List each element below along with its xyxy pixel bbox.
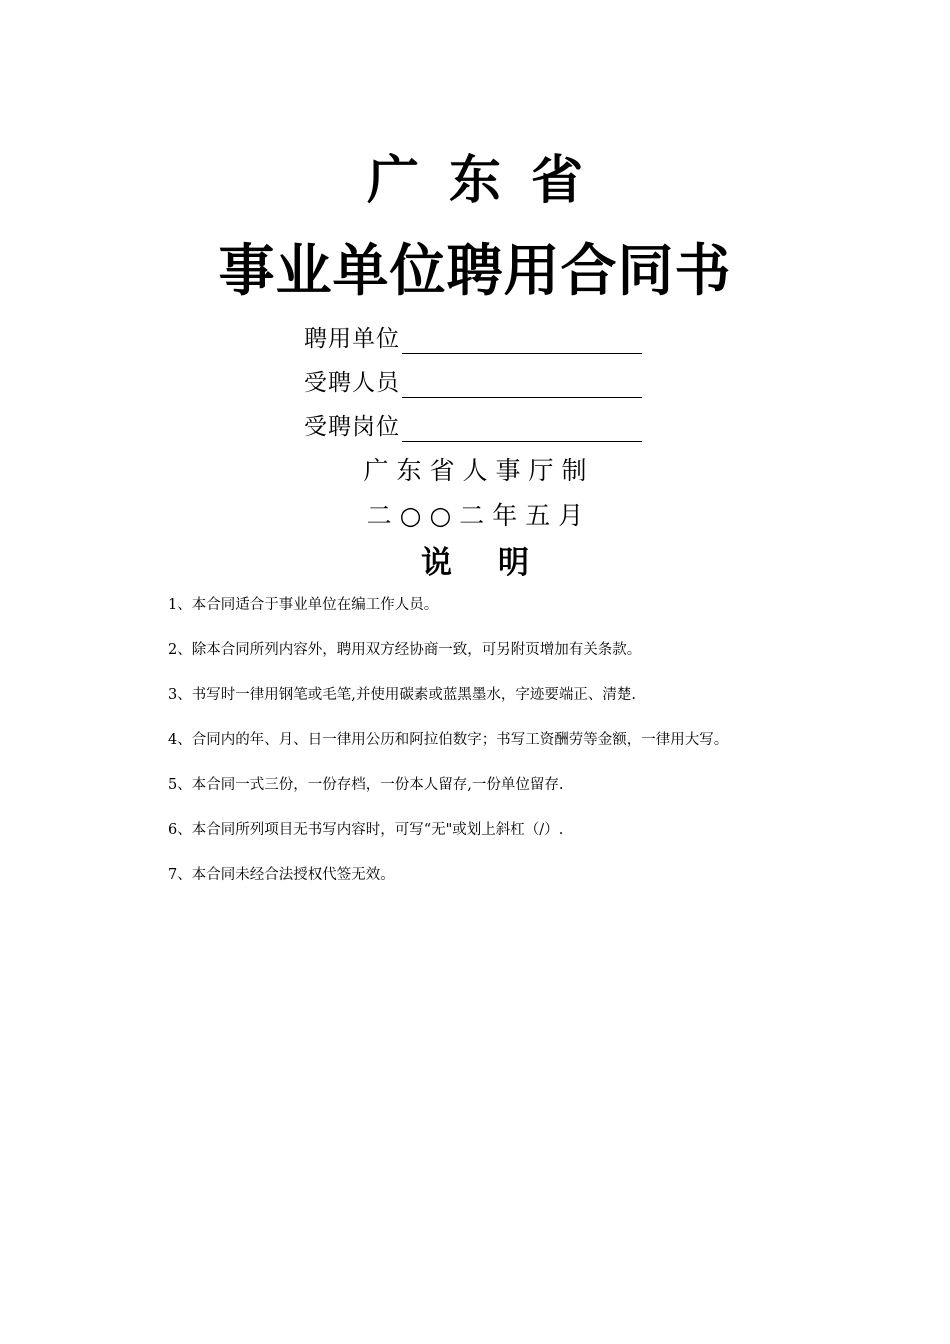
- issuer-line: 广东省人事厅制: [363, 456, 595, 485]
- note-item: 1、本合同适合于事业单位在编工作人员。: [168, 597, 439, 613]
- note-item: 3、书写时一律用钢笔或毛笔,并使用碳素或蓝黑墨水，字迹要端正、清楚.: [168, 687, 636, 703]
- field-position-blank: [402, 411, 642, 442]
- field-employer: [304, 320, 642, 354]
- note-item: 7、本合同未经合法授权代签无效。: [168, 867, 395, 883]
- field-employee-label: 受聘人员: [304, 370, 400, 396]
- notes-heading: 说明: [421, 545, 575, 581]
- field-employer-blank: [402, 323, 642, 354]
- issue-date: 二○○二年五月: [366, 501, 592, 530]
- title-province: 广东省: [366, 151, 613, 211]
- field-position-label: 受聘岗位: [304, 414, 400, 440]
- notes-list: [168, 591, 928, 906]
- document-title: 事业单位聘用合同书: [218, 239, 732, 304]
- note-item: 6、本合同所列项目无书写内容时，可写“无"或划上斜杠（/）.: [168, 822, 564, 838]
- field-employer-label: 聘用单位: [304, 326, 400, 352]
- note-item: 4、合同内的年、月、日一律用公历和阿拉伯数字；书写工资酬劳等金额，一律用大写。: [168, 732, 729, 748]
- note-item: 5、本合同一式三份，一份存档，一份本人留存,一份单位留存.: [168, 777, 564, 793]
- field-position: [304, 408, 642, 442]
- field-employee: [304, 364, 642, 398]
- field-employee-blank: [402, 367, 642, 398]
- note-item: 2、除本合同所列内容外，聘用双方经协商一致，可另附页增加有关条款。: [168, 642, 642, 658]
